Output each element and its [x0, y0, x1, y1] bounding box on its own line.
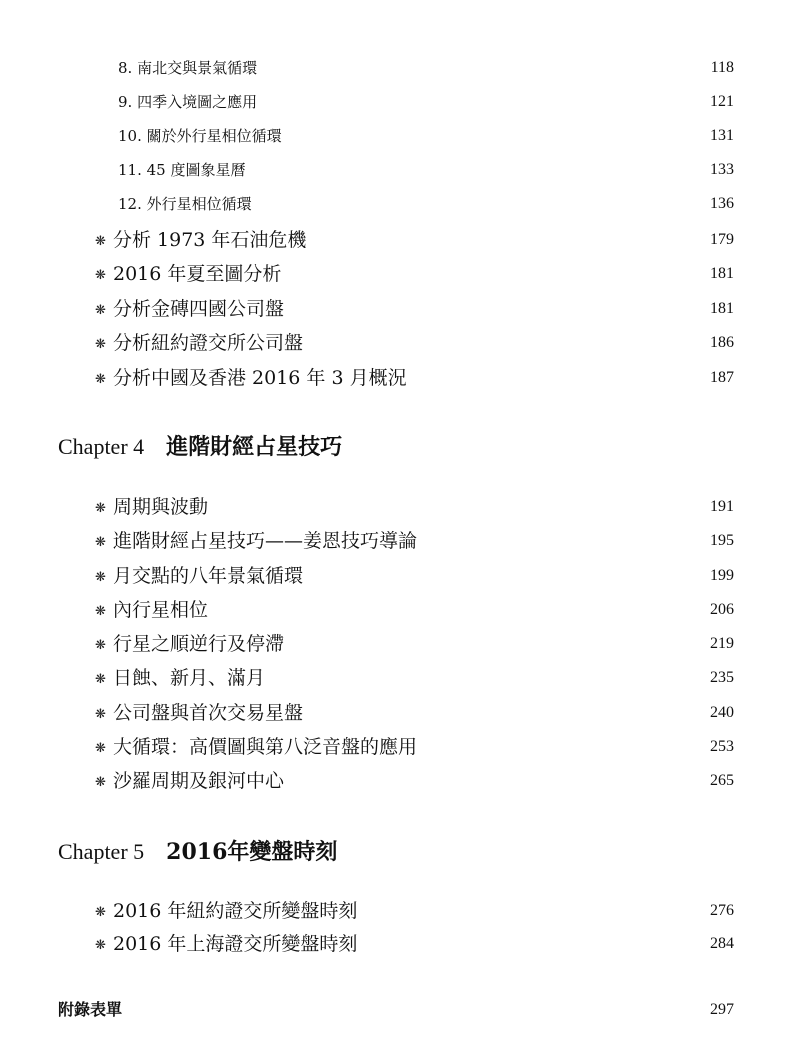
toc-entry-title: 12. 外行星相位循環	[118, 195, 252, 213]
toc-section-title: 沙羅周期及銀河中心	[113, 770, 285, 792]
toc-section-page: 206	[710, 601, 734, 618]
toc-section-page: 195	[710, 532, 734, 549]
toc-section-title: 2016 年上海證交所變盤時刻	[113, 933, 358, 955]
toc-section[interactable]	[0, 766, 787, 796]
toc-entry[interactable]	[0, 87, 787, 117]
toc-entry-page: 131	[710, 127, 734, 144]
toc-section-page: 191	[710, 498, 734, 515]
toc-section-page: 276	[710, 902, 734, 919]
toc-entry-page: 133	[710, 161, 734, 178]
toc-section[interactable]	[0, 732, 787, 762]
flower-bullet-icon: ❋	[95, 303, 106, 318]
flower-bullet-icon: ❋	[95, 938, 106, 953]
toc-section-page: 181	[710, 300, 734, 317]
toc-section-title: 內行星相位	[113, 599, 209, 621]
toc-section[interactable]	[0, 526, 787, 556]
toc-entry-page: 118	[710, 59, 734, 76]
toc-section-title: 大循環：高價圖與第八泛音盤的應用	[113, 736, 418, 758]
toc-section[interactable]	[0, 561, 787, 591]
toc-entry[interactable]	[0, 189, 787, 219]
toc-section-title: 分析金磚四國公司盤	[113, 298, 285, 320]
toc-section[interactable]	[0, 698, 787, 728]
flower-bullet-icon: ❋	[95, 672, 106, 687]
flower-bullet-icon: ❋	[95, 905, 106, 920]
flower-bullet-icon: ❋	[95, 741, 106, 756]
toc-entry-page: 121	[710, 93, 734, 110]
toc-section-page: 179	[710, 231, 734, 248]
toc-section[interactable]	[0, 896, 787, 926]
flower-bullet-icon: ❋	[95, 570, 106, 585]
toc-section[interactable]	[0, 328, 787, 358]
flower-bullet-icon: ❋	[95, 372, 106, 387]
toc-section-title: 2016 年夏至圖分析	[113, 263, 282, 285]
flower-bullet-icon: ❋	[95, 707, 106, 722]
chapter-title: 2016年變盤時刻	[166, 839, 338, 865]
appendix-title: 附錄表單	[58, 1000, 123, 1019]
flower-bullet-icon: ❋	[95, 535, 106, 550]
toc-entry-title: 8. 南北交與景氣循環	[118, 59, 258, 77]
chapter-number: Chapter 5	[58, 839, 145, 864]
toc-entry-title: 9. 四季入境圖之應用	[118, 93, 258, 111]
toc-section-title: 進階財經占星技巧——姜恩技巧導論	[113, 530, 418, 552]
flower-bullet-icon: ❋	[95, 234, 106, 249]
flower-bullet-icon: ❋	[95, 501, 106, 516]
chapter-number: Chapter 4	[58, 434, 145, 459]
chapter-heading[interactable]	[58, 835, 337, 870]
toc-entry-page: 136	[710, 195, 734, 212]
toc-entry-title: 11. 45 度圖象星曆	[118, 161, 246, 179]
toc-section-page: 181	[710, 265, 734, 282]
toc-section[interactable]	[0, 595, 787, 625]
toc-section[interactable]	[0, 259, 787, 289]
toc-section[interactable]	[0, 225, 787, 255]
toc-section-page: 240	[710, 704, 734, 721]
chapter-title: 進階財經占星技巧	[166, 434, 343, 460]
chapter-heading[interactable]	[58, 430, 342, 465]
toc-section[interactable]	[0, 492, 787, 522]
flower-bullet-icon: ❋	[95, 337, 106, 352]
flower-bullet-icon: ❋	[95, 268, 106, 283]
flower-bullet-icon: ❋	[95, 775, 106, 790]
toc-section-title: 分析紐約證交所公司盤	[113, 332, 304, 354]
toc-section-title: 行星之順逆行及停滯	[113, 633, 285, 655]
toc-section[interactable]	[0, 294, 787, 324]
toc-appendix[interactable]	[0, 995, 787, 1025]
toc-entry[interactable]	[0, 53, 787, 83]
toc-section-page: 265	[710, 772, 734, 789]
toc-section-page: 284	[710, 935, 734, 952]
toc-section-page: 253	[710, 738, 734, 755]
toc-section-page: 219	[710, 635, 734, 652]
appendix-page: 297	[710, 1001, 734, 1018]
toc-section-title: 月交點的八年景氣循環	[113, 565, 304, 587]
toc-entry[interactable]	[0, 121, 787, 151]
toc-section-title: 日蝕、新月、滿月	[113, 667, 266, 689]
toc-section-page: 199	[710, 567, 734, 584]
toc-entry-title: 10. 關於外行星相位循環	[118, 127, 282, 145]
toc-section-title: 公司盤與首次交易星盤	[113, 702, 304, 724]
toc-entry[interactable]	[0, 155, 787, 185]
toc-section[interactable]	[0, 629, 787, 659]
toc-section[interactable]	[0, 929, 787, 959]
flower-bullet-icon: ❋	[95, 604, 106, 619]
toc-section-page: 186	[710, 334, 734, 351]
toc-section-page: 235	[710, 669, 734, 686]
toc-section-title: 分析 1973 年石油危機	[113, 229, 307, 251]
toc-section-title: 2016 年紐約證交所變盤時刻	[113, 900, 358, 922]
toc-section-title: 周期與波動	[113, 496, 209, 518]
toc-section-page: 187	[710, 369, 734, 386]
toc-section[interactable]	[0, 363, 787, 393]
flower-bullet-icon: ❋	[95, 638, 106, 653]
toc-section[interactable]	[0, 663, 787, 693]
toc-section-title: 分析中國及香港 2016 年 3 月概況	[113, 367, 407, 389]
